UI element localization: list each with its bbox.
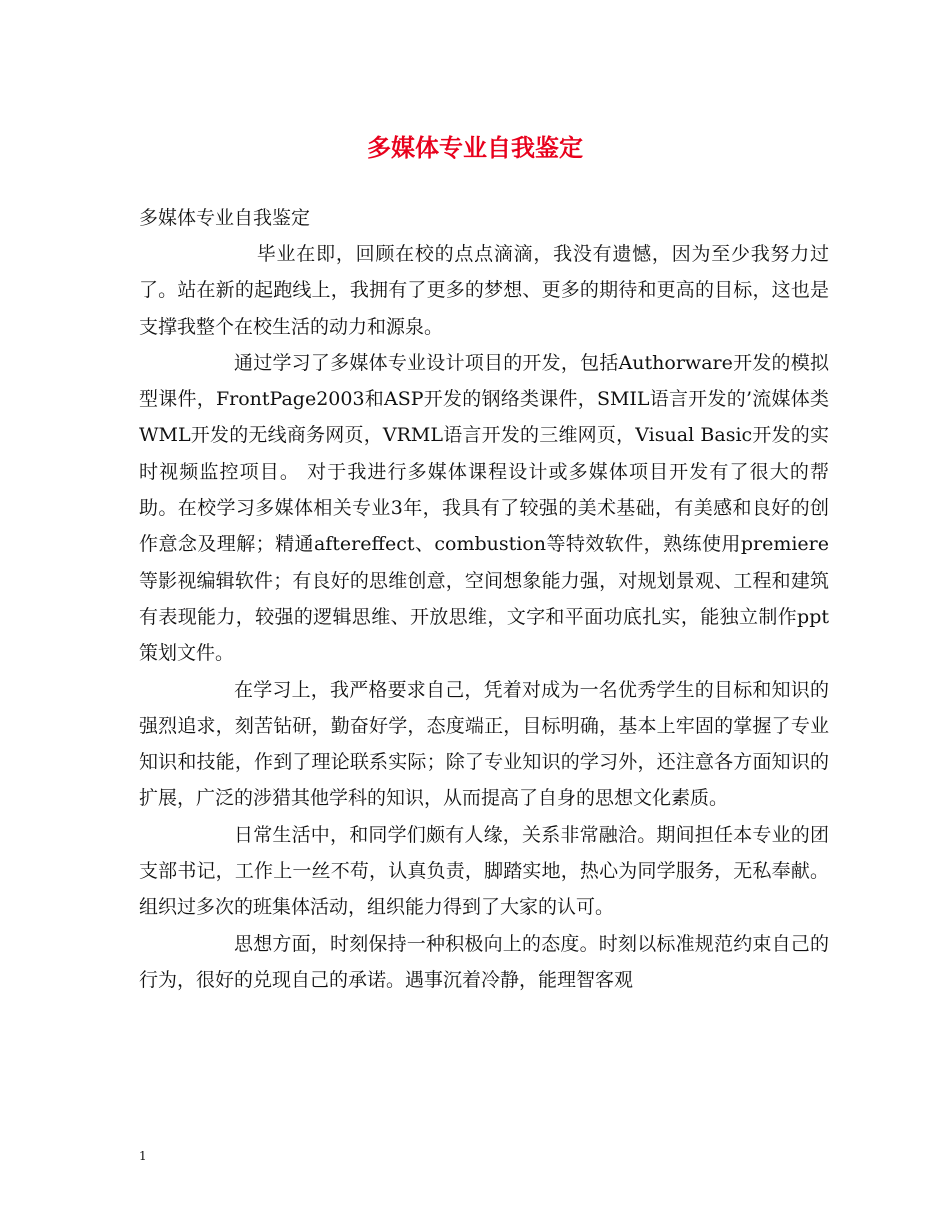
document-title: 多媒体专业自我鉴定 [367,133,583,162]
paragraph-1: 毕业在即，回顾在校的点点滴滴，我没有遗憾，因为至少我努力过了。站在新的起跑线上，我拥有了更多的梦想、更多的期待和更高的目标，这也是支撑我整个在校生活的动力和源泉。 [139,243,829,338]
paragraph-4: 日常生活中，和同学们颇有人缘，关系非常融洽。期间担任本专业的团支部书记，工作上一丝不苟，认真负责，脚踏实地，热心为同学服务，无私奉献。组织过多次的班集体活动，组织能力得到了大家的认可。 [139,823,829,919]
paragraph-2: 通过学习了多媒体专业设计项目的开发，包括Authorware开发的模拟型课件，FrontPage2003和ASP开发的钢络类课件，SMIL语言开发的’流媒体类WML开发的无线商务网页，VRML语言开发的三维网页，Visual Basic开发的实时视频监控项目。 对于我进行多媒体课程设计或多媒体项目开发有了很大的帮助。在校学习多媒体相关专业3年，我具有了较强的美术基础，有美感和良好的创作意念及理解；精通aftereffect、combustion等特效软件，熟练使用premiere等影视编辑软件；有良好的思维创意，空间想象能力强，对规划景观、工程和建筑有表现能力，较强的逻辑思维、开放思维，文字和平面功底扎实，能独立制作ppt策划文件。 [139,351,829,665]
page-number: 1 [139,1149,147,1163]
paragraph-3: 在学习上，我严格要求自己，凭着对成为一名优秀学生的目标和知识的强烈追求，刻苦钻研，勤奋好学，态度端正，目标明确，基本上牢固的掌握了专业知识和技能，作到了理论联系实际；除了专业知识的学习外，还注意各方面知识的扩展，广泛的涉猎其他学科的知识，从而提高了自身的思想文化素质。 [139,678,829,810]
paragraph-5: 思想方面，时刻保持一种积极向上的态度。时刻以标准规范约束自己的行为，很好的兑现自己的承诺。遇事沉着冷静，能理智客观 [139,932,829,991]
document-subtitle: 多媒体专业自我鉴定 [139,207,311,229]
document-body [139,236,829,998]
